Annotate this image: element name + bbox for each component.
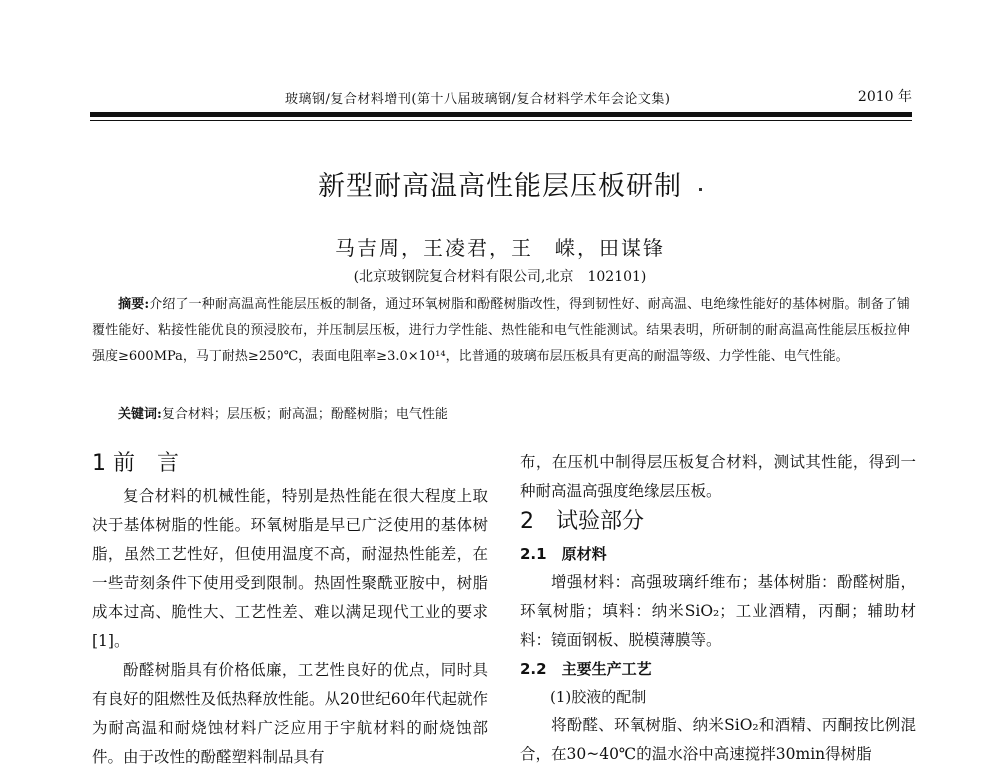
keywords-text: 复合材料；层压板；耐高温；酚醛树脂；电气性能: [161, 407, 448, 422]
section-heading-experiment: 2 试验部分: [520, 509, 644, 534]
issue-year: 2010 年: [857, 89, 912, 105]
paragraph-materials: 增强材料：高强玻璃纤维布；基体树脂：酚醛树脂，环氧树脂；填料：纳米SiO₂；工业酒精，丙酮；辅助材料：镜面钢板、脱模薄膜等。: [520, 573, 916, 649]
keywords-label: 关键词:: [118, 407, 162, 422]
right-column: [520, 448, 916, 769]
paragraph-intro-1: 复合材料的机械性能，特别是热性能在很大程度上取决于基体树脂的性能。环氧树脂是早已广泛使用的基体树脂，虽然工艺性好，但使用温度不高，耐湿热性能差，在一些苛刻条件下使用受到限制。热固性聚酰亚胺中，树脂成本过高、脆性大、工艺性差、难以满足现代工业的要求[1]。: [92, 487, 488, 650]
abstract-text: 介绍了一种耐高温高性能层压板的制备，通过环氧树脂和酚醛树脂改性，得到韧性好、耐高温、电绝缘性能好的基体树脂。制备了铺覆性能好、粘接性能优良的预浸胶布，并压制层压板，进行力学性能、热性能和电气性能测试。结果表明，所研制的耐高温高性能层压板拉伸强度≥600MPa，马丁耐热≥250℃，表面电阻率≥3.0×10¹⁴，比普通的玻璃布层压板具有更高的耐温等级、力学性能、电气性能。: [92, 297, 910, 364]
article-title: 新型耐高温高性能层压板研制: [318, 171, 682, 202]
author-affiliation: (北京玻钢院复合材料有限公司,北京 102101): [353, 269, 647, 285]
article-authors: 马吉周，王凌君，王 嵘，田谋锋: [335, 236, 665, 260]
paragraph-continuation: 布，在压机中制得层压板复合材料，测试其性能，得到一种耐高温高强度绝缘层压板。: [520, 453, 916, 500]
running-header: [90, 86, 912, 108]
left-column: [92, 448, 488, 772]
paragraph-intro-2: 酚醛树脂具有价格低廉，工艺性良好的优点，同时具有良好的阻燃性及低热释放性能。从20世纪60年代起就作为耐高温和耐烧蚀材料广泛应用于宇航材料的耐烧蚀部件。由于改性的酚醛塑料制品具有: [92, 661, 488, 766]
journal-name: 玻璃钢/复合材料增刊(第十八届玻璃钢/复合材料学术年会论文集): [285, 92, 671, 107]
abstract-label: 摘要:: [118, 297, 150, 312]
paragraph-glue-preparation: 将酚醛、环氧树脂、纳米SiO₂和酒精、丙酮按比例混合，在30~40℃的温水浴中高速搅拌30min得树脂: [520, 716, 916, 763]
header-rule-thick: [90, 112, 912, 117]
stray-mark: [699, 188, 702, 191]
header-rule-thin: [90, 120, 912, 121]
abstract: [92, 292, 910, 370]
keywords: [118, 402, 910, 428]
section-heading-introduction: 1 前 言: [92, 451, 179, 476]
subsection-heading-process: 2.2 主要生产工艺: [520, 660, 652, 678]
subsection-heading-materials: 2.1 原材料: [520, 545, 607, 563]
process-step-1: (1)胶液的配制: [550, 688, 647, 706]
